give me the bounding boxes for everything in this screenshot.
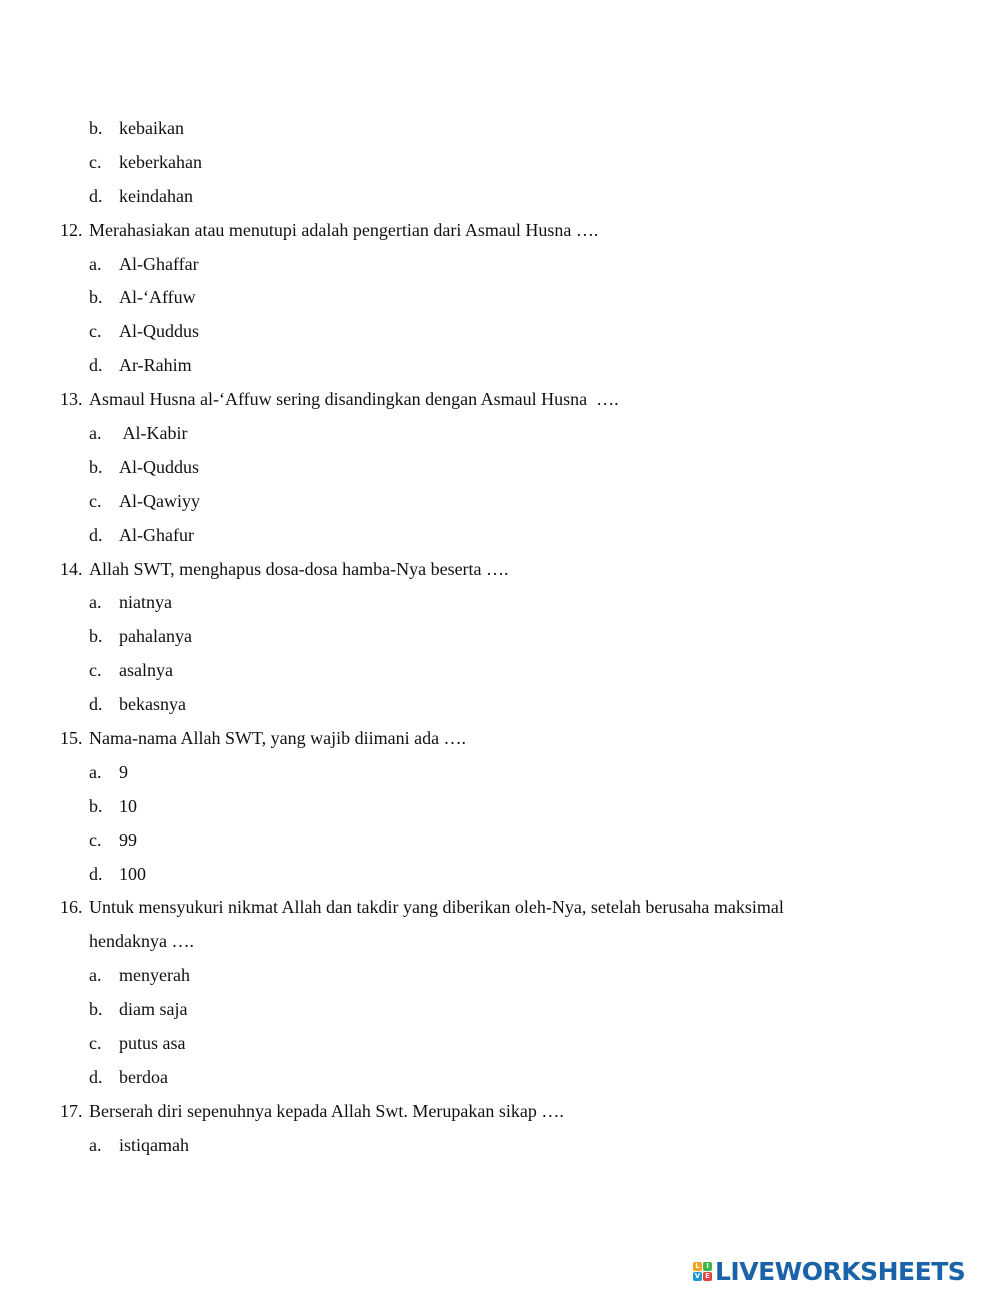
answer-option [0, 688, 1000, 722]
option-text: istiqamah [119, 1134, 189, 1155]
answer-option [0, 417, 1000, 451]
question-number: 17. [60, 1100, 83, 1121]
answer-option [0, 180, 1000, 214]
answer-option [0, 349, 1000, 383]
option-letter: a. [89, 1134, 102, 1155]
option-letter: b. [89, 795, 103, 816]
question-text: Untuk mensyukuri nikmat Allah dan takdir yang diberikan oleh-Nya, setelah berusaha maksimal [89, 897, 784, 918]
question [0, 553, 1000, 587]
option-letter: b. [89, 287, 103, 308]
answer-option [0, 586, 1000, 620]
option-letter: d. [89, 355, 103, 376]
question-number: 12. [60, 219, 83, 240]
option-text: Al-Kabir [119, 423, 188, 444]
logo-icon-tile: V [694, 1271, 701, 1280]
option-letter: a. [89, 965, 102, 986]
answer-option [0, 112, 1000, 146]
option-letter: d. [89, 1066, 103, 1087]
question-number: 14. [60, 558, 83, 579]
option-text: 10 [119, 795, 137, 816]
option-letter: c. [89, 829, 102, 850]
option-text: kebaikan [119, 118, 184, 138]
answer-option [0, 519, 1000, 553]
answer-option [0, 485, 1000, 519]
liveworksheets-logo [693, 1254, 965, 1288]
option-text: 100 [119, 863, 146, 884]
option-letter: a. [89, 423, 102, 444]
option-text: Ar-Rahim [119, 355, 192, 376]
question-number: 15. [60, 728, 83, 749]
option-letter: c. [89, 660, 102, 681]
answer-option [0, 620, 1000, 654]
answer-option [0, 451, 1000, 485]
option-text: keindahan [119, 185, 193, 206]
option-text: diam saja [119, 999, 188, 1020]
option-text: 9 [119, 761, 128, 782]
answer-option [0, 858, 1000, 892]
option-text: putus asa [119, 1033, 186, 1054]
answer-option [0, 993, 1000, 1027]
logo-icon-tile: L [693, 1262, 702, 1271]
option-text: menyerah [119, 965, 190, 986]
option-letter: b. [89, 999, 103, 1020]
answer-option [0, 1129, 1000, 1163]
question-text: hendaknya …. [89, 931, 194, 952]
option-letter: a. [89, 592, 102, 613]
question-text: Berserah diri sepenuhnya kepada Allah Swt. Merupakan sikap …. [89, 1100, 564, 1121]
question-text: Allah SWT, menghapus dosa-dosa hamba-Nya beserta …. [89, 558, 509, 579]
liveworksheets-logo-icon [693, 1262, 712, 1281]
option-text: bekasnya [119, 694, 186, 715]
answer-option [0, 824, 1000, 858]
question-text: Asmaul Husna al-‘Affuw sering disandingkan dengan Asmaul Husna …. [89, 389, 619, 410]
option-letter: d. [89, 863, 103, 884]
option-text: Al-Quddus [119, 321, 199, 342]
option-letter: d. [89, 694, 103, 715]
option-text: pahalanya [119, 626, 192, 647]
question [0, 722, 1000, 756]
answer-option [0, 790, 1000, 824]
question-text-continued [0, 925, 1000, 959]
option-text: berdoa [119, 1066, 168, 1087]
logo-text: LIVEWORKSHEETS [715, 1256, 966, 1286]
option-letter: d. [89, 185, 103, 206]
question-text: Nama-nama Allah SWT, yang wajib diimani ada …. [89, 728, 467, 749]
option-text: 99 [119, 829, 137, 850]
option-letter: d. [89, 524, 103, 545]
logo-icon-tile: I [703, 1262, 712, 1271]
option-text: Al-‘Affuw [119, 287, 196, 308]
option-letter: a. [89, 761, 102, 782]
question [0, 1095, 1000, 1129]
option-text: niatnya [119, 592, 172, 613]
option-text: asalnya [119, 660, 173, 681]
answer-option [0, 1027, 1000, 1061]
question [0, 214, 1000, 248]
option-text: Al-Qawiyy [119, 490, 200, 511]
option-letter: c. [89, 321, 102, 342]
option-text: Al-Quddus [119, 456, 199, 477]
option-letter: c. [89, 1033, 102, 1054]
option-letter: a. [89, 253, 102, 274]
question-number: 13. [60, 389, 83, 410]
option-text: keberkahan [119, 151, 202, 172]
answer-option [0, 146, 1000, 180]
question-number: 16. [60, 897, 83, 918]
question [0, 383, 1000, 417]
answer-option [0, 281, 1000, 315]
logo-icon-tile: E [703, 1272, 712, 1281]
question [0, 891, 1000, 925]
answer-option [0, 315, 1000, 349]
answer-option [0, 248, 1000, 282]
answer-option [0, 654, 1000, 688]
option-letter: b. [89, 456, 103, 477]
option-text: Al-Ghafur [119, 524, 194, 545]
answer-option [0, 1061, 1000, 1095]
option-letter: c. [89, 151, 102, 172]
worksheet-content [0, 112, 1000, 1163]
option-letter: b. [89, 118, 103, 138]
answer-option [0, 959, 1000, 993]
option-letter: b. [89, 626, 103, 647]
option-text: Al-Ghaffar [119, 253, 199, 274]
answer-option [0, 756, 1000, 790]
question-text: Merahasiakan atau menutupi adalah pengertian dari Asmaul Husna …. [89, 219, 599, 240]
option-letter: c. [89, 490, 102, 511]
